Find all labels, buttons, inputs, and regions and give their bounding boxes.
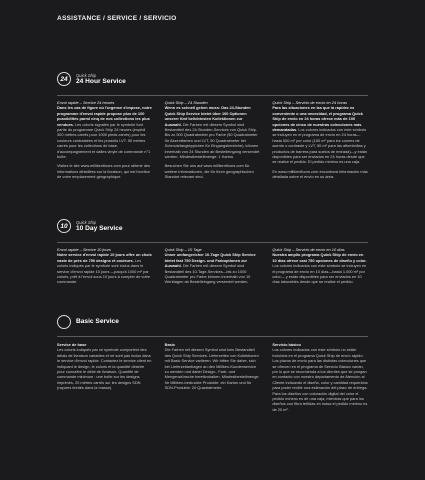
col-bold: Para las situaciones en las que la rapidez es conveniente o una necesidad, el programa Quick Ship de envío en 24 horas ofrece más de 100 opciones de cinco de nuestras colecciones más demandadas.	[272, 105, 363, 133]
column-german	[165, 247, 261, 289]
column-french	[57, 100, 153, 184]
section-divider	[57, 336, 368, 337]
section-sublabel: Quick Ship	[76, 73, 97, 78]
section-title: Basic Service	[76, 318, 119, 325]
col-text: Les coloris signalés par le symbole font partie du programme Quick Ship 24 heures (expédi 300 mètres carrés pour 1000 pieds carrés) pour les couleurs contrastées et les produits LVT. 50 mètres carrés pour les collections de base, d'accompagnement et dalles vinyle de commande n°1 boîte.	[57, 121, 151, 160]
col-bold: Dans les cas de figure où l'urgence s'impose, notre programme d'envoi rapide propose plus de 100 possibilités parmi cinq de nos collections les plus vendues.	[57, 105, 152, 127]
column-french	[57, 247, 153, 289]
col-lead: Quick Ship – Servicio de envío en 24 horas	[272, 100, 347, 105]
section-columns	[57, 100, 368, 184]
col-lead: Quick Ship – 10 Tage	[164, 247, 202, 252]
col-text: Die Farben mit diesem Symbol sind Bestandteil des 24-Stunden-Services von Quick Ship. Bis zu 500 Quadratmeter pro Farbe (50 Quadratmeter für Akzentfarben und LVT, 50 Quadratmeter bei Schmutzfangteppichen für Eingangsbereiche), können innerhalb von 24 Stunden ab Bestelleingang versendet werden. Mindestbestellmenge: 1 Karton.	[164, 121, 260, 160]
col-bold: Wenn es schnell gehen muss: Das 24-Stunden Quick Ship Service bietet über 100 Optionen unserer fünf beliebtesten Kollektionen zur Auswahl.	[164, 105, 251, 127]
col-text: Los colores indicados con este símbolo se incluyen en el programa de envío en 24 horas—hasta 500 m² por color (150 m² para los colores de acento o contraste y LVT, 50 m² para las alfombrillas y productos de barrera para suelos de entrada)—y están disponibles para ser enviados en 24 horas desde que se realice el pedido. El pedido mínimo es una caja.	[272, 127, 368, 165]
section-basic	[57, 313, 368, 412]
col-text: Los colores indicados con este símbolo se incluyen en el programa de envío en 10 días—hasta 1.000 m² por color— y están disponibles para ser enviados en 10 días laborables desde que se realice el pedido.	[272, 263, 367, 285]
col-text: Les coloris indiqués par ce symbole comportent des délais de livraison variables et ne sont pas inclus dans le service d'envoi rapide. Contactez le service client en indiquant le design, le coloris et la quantité désirée pour connaître le délai de livraison. Quantité de commande minimum : une boîte sur les designs imprimés, 20 mètres carrés sur les designs SDN (rayures teintés dans la masse).	[57, 347, 152, 391]
col-bold: Nuestra amplio programa Quick Ship de envío en 10 días ofrece casi 750 opciones de diseño y color.	[272, 252, 367, 263]
col-text2: Besuchen Sie uns auf www.millikenfloors.com für weitere Informationen, die für Ihren geographischen Standort relevant sind.	[164, 163, 254, 180]
column-german	[165, 342, 261, 416]
section-title: 24 Hour Service	[76, 78, 126, 85]
col-lead: Envoi rapide – Service 10 jours	[57, 247, 111, 252]
badge-basic-icon	[57, 315, 71, 329]
column-spanish	[272, 100, 368, 184]
section-title: 10 Day Service	[76, 225, 123, 232]
section-columns	[57, 247, 368, 289]
col-text: Los colores indicados con este símbolo no están incluidos en el programa Quick Ship de envío rápido. Los plazos de envío para las distintas colecciones que se ofrecen en el programa de Servicio Básico varían, por lo que se recomienda a los clientes que se pongan en contacto con nuestro departamento de Atención al Cliente indicando el diseño, color y cantidad requeridos para poder recibir una estimación del plazo de entrega. Para los diseños con coloración digital del color el pedido mínimo es de una caja, mientras que para los diseños con fibra teñidas en masa el pedido mínimo es de 20 m².	[272, 347, 368, 412]
badge-24-icon: 24	[57, 72, 71, 86]
col-bold: Unser umfangreicher 10-Tage Quick Ship Service bietet fast 750 Design- und Farboptionen zur Auswahl.	[164, 252, 256, 269]
section-heading	[57, 313, 368, 331]
section-divider	[57, 95, 368, 96]
section-24-hour	[57, 72, 368, 180]
col-lead: Service de base	[57, 342, 87, 347]
column-german	[165, 100, 261, 184]
section-heading	[57, 72, 368, 90]
col-lead: Basic	[164, 342, 176, 347]
col-lead: Envoi rapide – Service 24 heures	[57, 100, 115, 105]
page-header: ASSISTANCE / SERVICE / SERVICIO	[57, 15, 177, 22]
section-divider	[57, 242, 368, 243]
col-text2: En www.millikenfloors.com encontrará información más detallada sobre el envío en su área.	[272, 168, 368, 180]
col-text: Les coloris indiqués par le symbole sont inclus dans le service d'envoi rapide 10 jours —jusqu'à 1000 m² par coloris, prêt à l'envoi sous 10 jours à compter de votre commande.	[57, 257, 151, 285]
col-text: Die Farben mit diesem Symbol sind kein Bestandteil des Quick Ship Services. Lieferzeiten von Kollektionen mit Basic Service variieren. Wir bitten Sie daher, sich bei Lieferzeitanfragen an den Milliken-Kundenservice zu wenden und dabei Design-, Farb- und Mengenwünsche bereitzuhalten. Mindestbestellmenge für Milliken-bedruckte Produkte: ein Karton und für SDN-Produkte: 20 Quadratmeter.	[164, 347, 259, 391]
section-heading	[57, 219, 368, 237]
col-text: Die Farben mit diesem Symbol sind Bestandteil des 10-Tage-Services—bis zu 1000 Quadratmeter pro Farbe können innerhalb von 10 Werktagen ab Bestelleingang versendet werden.	[164, 263, 251, 285]
col-lead: Servicio básico	[272, 342, 301, 347]
column-spanish	[272, 247, 368, 289]
col-text2: Visitez le site www.millikenfloors.com pour obtenir des informations détaillées sur la livraison, qui est fonction de votre emplacement géographique.	[57, 163, 151, 180]
col-bold: Notre service d'envoi rapide 10 jours offre un choix vaste de près de 750 designs et couleurs.	[57, 252, 152, 263]
section-columns	[57, 342, 368, 416]
col-lead: Quick Ship – Servicio de envío en 10 días	[272, 247, 345, 252]
col-lead: Quick Ship – 24 Stunden	[164, 100, 208, 105]
column-french	[57, 342, 153, 416]
column-spanish	[272, 342, 368, 416]
section-sublabel: Quick Ship	[76, 220, 97, 225]
badge-10-icon: 10	[57, 219, 71, 233]
section-10-day	[57, 219, 368, 285]
